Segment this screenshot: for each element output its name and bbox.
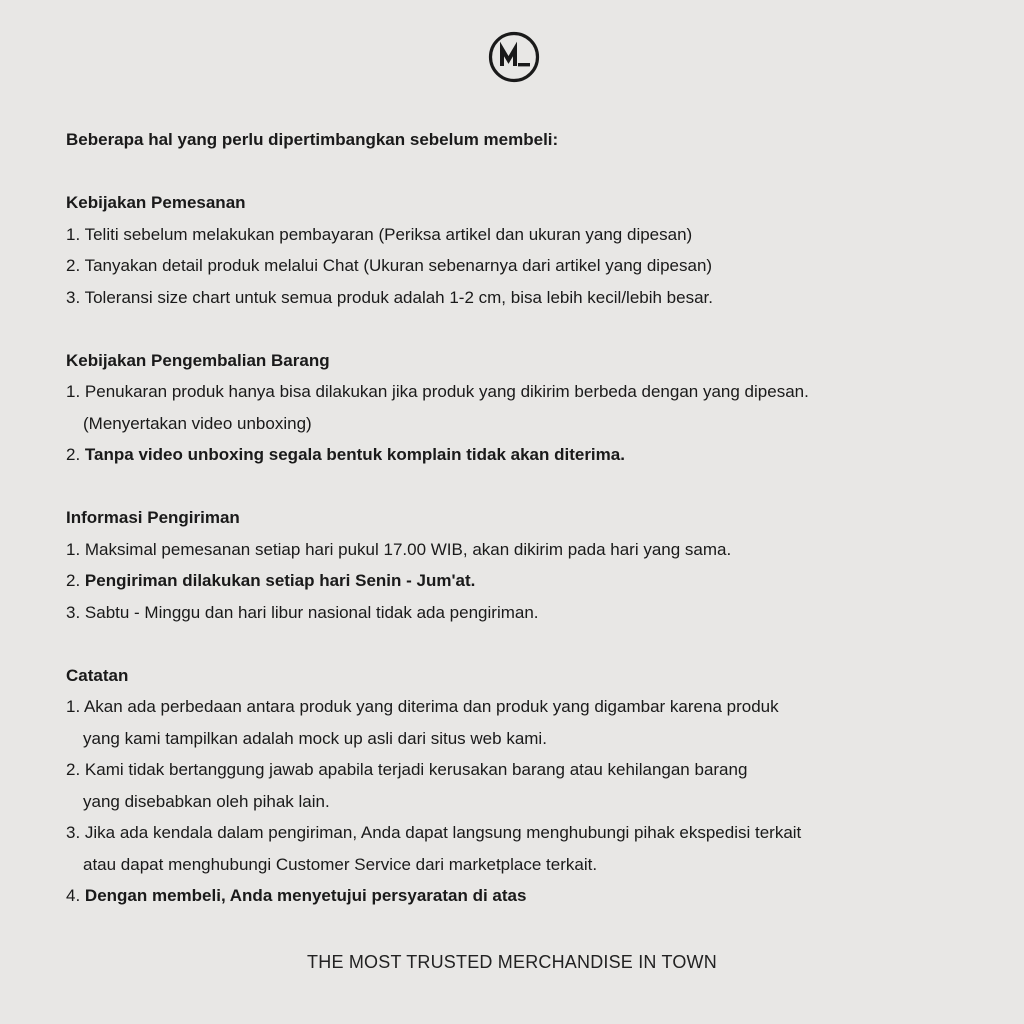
return-item-continuation: (Menyertakan video unboxing) — [83, 413, 312, 433]
notes-item — [66, 880, 966, 912]
shipping-item-text: Pengiriman dilakukan setiap hari Senin - Jum'at. — [84, 571, 476, 590]
intro-heading: Beberapa hal yang perlu dipertimbangkan sebelum membeli: — [66, 130, 559, 149]
notes-item: 1. Akan ada perbedaan antara produk yang diterima dan produk yang digambar karena produk — [66, 697, 779, 716]
notes-item: 3. Jika ada kendala dalam pengiriman, Anda dapat langsung menghubungi pihak ekspedisi terkait — [66, 823, 802, 842]
notes-item-number: 4. — [66, 886, 81, 905]
return-item: 1. Penukaran produk hanya bisa dilakukan jika produk yang dikirim berbeda dengan yang dipesan. — [66, 382, 809, 401]
ordering-item: 3. Toleransi size chart untuk semua produk adalah 1-2 cm, bisa lebih kecil/lebih besar. — [66, 287, 713, 307]
return-item-number: 2. — [66, 445, 81, 464]
ordering-item: 2. Tanyakan detail produk melalui Chat (Ukuran sebenarnya dari artikel yang dipesan) — [66, 256, 713, 275]
ordering-item: 1. Teliti sebelum melakukan pembayaran (Periksa artikel dan ukuran yang dipesan) — [66, 224, 693, 244]
notes-title: Catatan — [66, 665, 129, 685]
brand-logo-icon — [486, 31, 542, 83]
return-item-text: Tanpa video unboxing segala bentuk komplain tidak akan diterima. — [84, 445, 625, 464]
notes-item-continuation: yang disebabkan oleh pihak lain. — [83, 791, 330, 811]
shipping-info-title: Informasi Pengiriman — [66, 508, 240, 527]
notes-item-text: Dengan membeli, Anda menyetujui persyaratan di atas — [84, 886, 527, 905]
shipping-item: 1. Maksimal pemesanan setiap hari pukul 17.00 WIB, akan dikirim pada hari yang sama. — [66, 539, 732, 559]
ordering-policy-title: Kebijakan Pemesanan — [66, 193, 246, 212]
return-policy-title: Kebijakan Pengembalian Barang — [66, 350, 330, 370]
notes-item: 2. Kami tidak bertanggung jawab apabila terjadi kerusakan barang atau kehilangan barang — [66, 760, 748, 779]
shipping-item-number: 2. — [66, 571, 81, 590]
notes-item-continuation: yang kami tampilkan adalah mock up asli dari situs web kami. — [83, 728, 547, 748]
shipping-item — [66, 565, 966, 597]
footer-tagline: THE MOST TRUSTED MERCHANDISE IN TOWN — [307, 952, 717, 972]
terms-content — [66, 124, 966, 912]
return-item — [66, 439, 966, 471]
notes-item-continuation: atau dapat menghubungi Customer Service dari marketplace terkait. — [83, 854, 598, 874]
shipping-item: 3. Sabtu - Minggu dan hari libur nasional tidak ada pengiriman. — [66, 602, 539, 622]
